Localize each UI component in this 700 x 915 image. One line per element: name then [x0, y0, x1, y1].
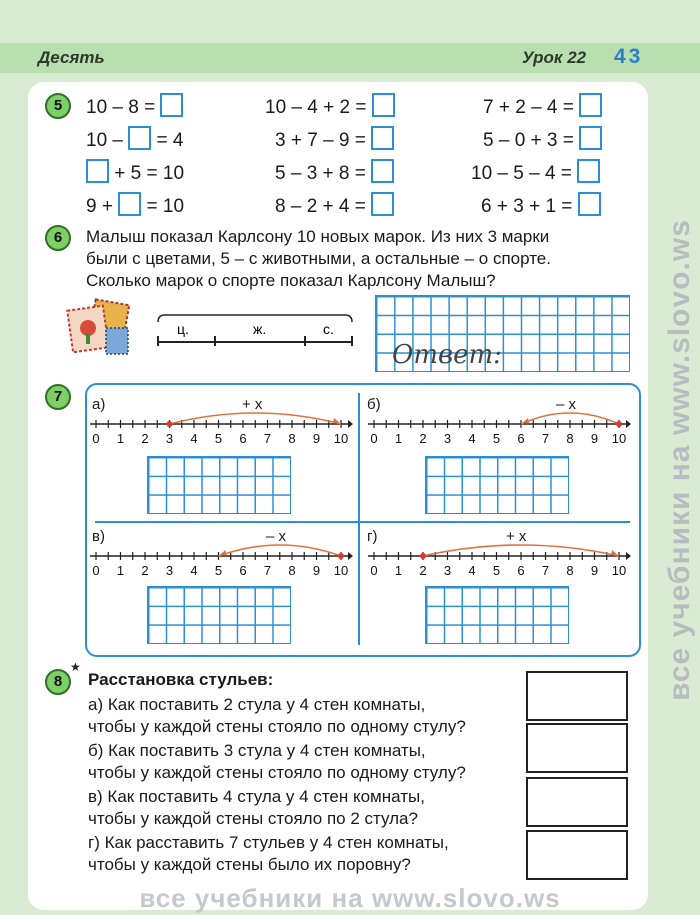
equation: 5 – 3 + 8 =	[275, 159, 394, 185]
tick-label: 2	[141, 431, 149, 446]
answer-box[interactable]	[118, 192, 141, 216]
subtask-label: г)	[367, 528, 378, 545]
answer-box[interactable]	[579, 93, 602, 117]
segment-diagram	[155, 312, 355, 346]
tick-label: 3	[443, 431, 452, 446]
equation: 9 + = 10	[86, 192, 184, 218]
tick-label: 6	[517, 563, 525, 578]
tick-label: 1	[394, 563, 403, 578]
arrow-icon	[626, 420, 631, 428]
tick-label: 0	[370, 431, 378, 446]
operation-label: + x	[506, 528, 527, 545]
subtask-label: а)	[92, 396, 106, 413]
tick-label: 2	[419, 563, 427, 578]
number-line	[366, 540, 631, 585]
answer-box[interactable]	[578, 192, 601, 216]
tick-label: 0	[92, 431, 100, 446]
page-number: 43	[614, 45, 644, 68]
task-number-8: 8	[45, 669, 71, 695]
tick-label: 0	[370, 563, 378, 578]
equation: 7 + 2 – 4 =	[483, 93, 602, 119]
tick-label: 4	[190, 431, 198, 446]
tick-label: 6	[517, 431, 525, 446]
solution-grid[interactable]	[425, 586, 569, 644]
chapter-title: Десять	[38, 48, 105, 67]
equation: 8 – 2 + 4 =	[275, 192, 394, 218]
question-line: чтобы у каждой стены стояло по 2 стула?	[88, 809, 418, 828]
number-line	[88, 408, 353, 453]
arrow-head-icon	[333, 418, 341, 424]
solution-grid[interactable]	[425, 456, 569, 514]
answer-box[interactable]	[577, 159, 600, 183]
arrow-head-icon	[521, 418, 529, 424]
bottom-watermark: все учебники на www.slovo.ws	[139, 883, 561, 913]
tick-label: 1	[116, 563, 125, 578]
tick-label: 8	[566, 563, 574, 578]
task-8-title: Расстановка стульев:	[88, 670, 274, 689]
tick-label: 4	[468, 563, 476, 578]
header-bar	[0, 43, 700, 73]
tick-label: 8	[288, 431, 296, 446]
question-line: г) Как расставить 7 стульев у 4 стен комнаты,	[88, 833, 449, 852]
equation: 10 – 8 =	[86, 93, 183, 119]
start-point	[167, 421, 173, 427]
tick-label: 8	[288, 563, 296, 578]
arrow-head-icon	[611, 550, 619, 556]
answer-box[interactable]	[160, 93, 183, 117]
tick-label: 3	[165, 431, 174, 446]
question-line: чтобы у каждой стены стояло по одному стулу?	[88, 763, 466, 782]
tick-label: 7	[541, 431, 550, 446]
segment-label: ж.	[253, 321, 267, 337]
question-line: в) Как поставить 4 стула у 4 стен комнаты,	[88, 787, 425, 806]
equation: 5 – 0 + 3 =	[483, 126, 602, 152]
solution-grid[interactable]	[147, 456, 291, 514]
question-line: чтобы у каждой стены стояло по одному стулу?	[88, 717, 466, 736]
tick-label: 7	[263, 563, 272, 578]
start-point	[420, 553, 426, 559]
tick-label: 9	[312, 431, 321, 446]
tick-label: 5	[214, 563, 223, 578]
tick-label: 0	[92, 563, 100, 578]
answer-box[interactable]	[372, 93, 395, 117]
tick-label: 4	[190, 563, 198, 578]
answer-box[interactable]	[371, 159, 394, 183]
start-point	[616, 421, 622, 427]
answer-square[interactable]	[526, 830, 628, 880]
task-number-6: 6	[45, 225, 71, 251]
number-line	[366, 408, 631, 453]
equation: 6 + 3 + 1 =	[481, 192, 601, 218]
task-number-5: 5	[45, 93, 71, 119]
tick-label: 10	[333, 431, 349, 446]
tick-label: 5	[492, 563, 501, 578]
question-line: а) Как поставить 2 стула у 4 стен комнаты,	[88, 695, 426, 714]
answer-square[interactable]	[526, 777, 628, 827]
operation-label: – x	[556, 396, 577, 413]
tick-label: 3	[165, 563, 174, 578]
answer-box[interactable]	[86, 159, 109, 183]
tick-label: 7	[541, 563, 550, 578]
tick-label: 1	[394, 431, 403, 446]
arrow-icon	[626, 552, 631, 560]
lesson-title: Урок 22	[522, 48, 587, 67]
answer-box[interactable]	[128, 126, 151, 150]
solution-grid[interactable]	[147, 586, 291, 644]
tick-label: 9	[590, 431, 599, 446]
equation: 10 – 5 – 4 =	[471, 159, 600, 185]
question-line: б) Как поставить 3 стула у 4 стен комнаты,	[88, 741, 426, 760]
arrow-head-icon	[219, 550, 227, 556]
tick-label: 6	[239, 431, 247, 446]
equation: 10 – 4 + 2 =	[265, 93, 395, 119]
subtask-label: б)	[367, 396, 381, 413]
tick-label: 10	[333, 563, 349, 578]
tick-label: 5	[492, 431, 501, 446]
equation: 3 + 7 – 9 =	[275, 126, 394, 152]
equation: 10 – = 4	[86, 126, 184, 152]
tick-label: 8	[566, 431, 574, 446]
tick-label: 1	[116, 431, 125, 446]
tick-label: 4	[468, 431, 476, 446]
operation-label: + x	[242, 396, 263, 413]
tick-label: 6	[239, 563, 247, 578]
tick-label: 5	[214, 431, 223, 446]
side-watermark: все учебники на www.slovo.ws	[663, 219, 696, 701]
start-point	[338, 553, 344, 559]
tick-label: 9	[312, 563, 321, 578]
answer-square[interactable]	[526, 723, 628, 773]
divider	[358, 393, 360, 645]
stamps-illustration	[62, 298, 134, 358]
answer-box[interactable]	[371, 192, 394, 216]
star-icon: ★	[70, 660, 81, 674]
task-6-text: Малыш показал Карлсону 10 новых марок. Из них 3 марки были с цветами, 5 – с животными, а остальные – о спорте. Сколько марок о спорте показал Карлсону Малыш?	[86, 227, 551, 290]
equation: + 5 = 10	[86, 159, 184, 185]
tick-label: 3	[443, 563, 452, 578]
segment-label: ц.	[177, 321, 189, 337]
subtask-label: в)	[92, 528, 105, 545]
answer-box[interactable]	[579, 126, 602, 150]
tick-label: 10	[611, 431, 627, 446]
answer-box[interactable]	[371, 126, 394, 150]
arrow-icon	[348, 420, 353, 428]
task-number-7: 7	[45, 384, 71, 410]
divider	[95, 521, 630, 523]
segment-label: с.	[323, 321, 334, 337]
tick-label: 9	[590, 563, 599, 578]
question-line: чтобы у каждой стены было их поровну?	[88, 855, 411, 874]
number-line	[88, 540, 353, 585]
operation-label: – x	[266, 528, 287, 545]
answer-square[interactable]	[526, 671, 628, 721]
tick-label: 2	[419, 431, 427, 446]
tick-label: 7	[263, 431, 272, 446]
tick-label: 2	[141, 563, 149, 578]
tick-label: 10	[611, 563, 627, 578]
arrow-icon	[348, 552, 353, 560]
answer-label: Ответ:	[392, 340, 502, 370]
